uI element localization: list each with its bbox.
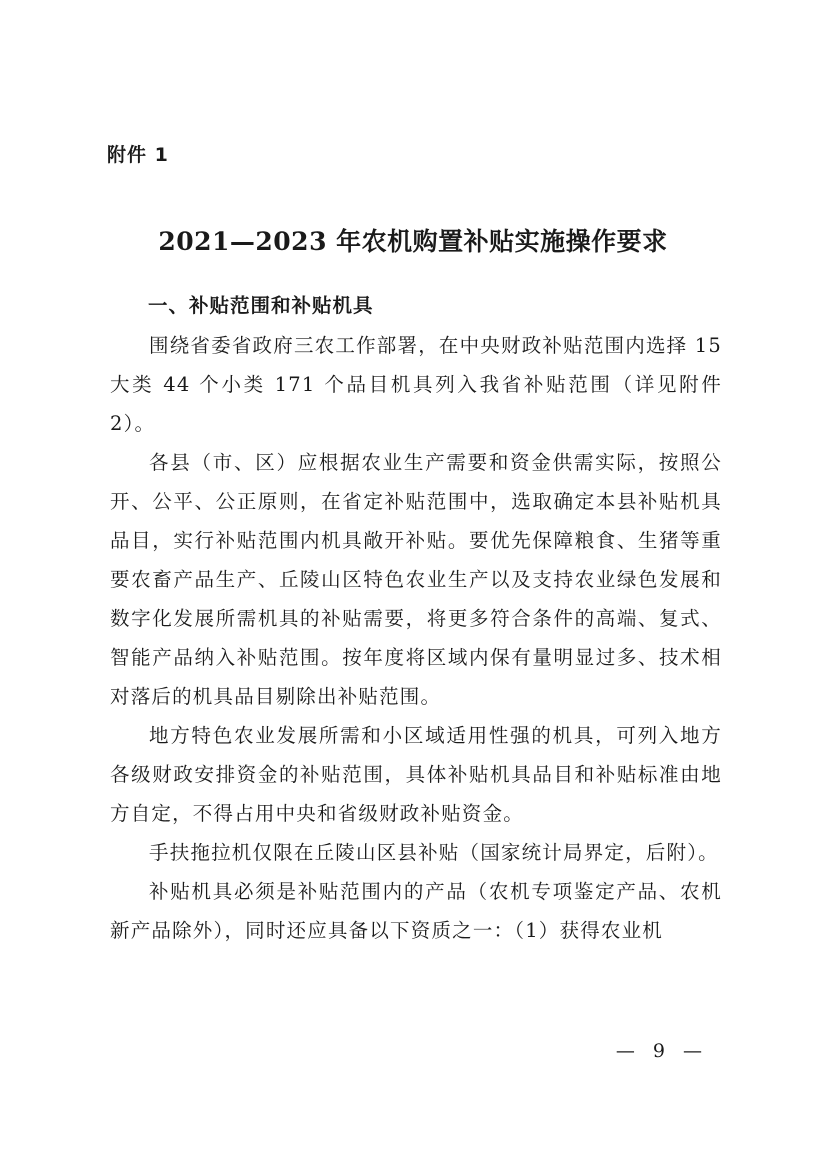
paragraph-hand-tractor: 手扶拖拉机仅限在丘陵山区县补贴（国家统计局界定，后附）。 [149,841,719,864]
paragraph-qualification: 补贴机具必须是补贴范围内的产品（农机专项鉴定产品、农机新产品除外），同时还应具备以下资质之一：（1）获得农业机 [110,880,722,942]
section-heading: 一、补贴范围和补贴机具 [148,294,374,317]
paragraph-county-selection: 各县（市、区）应根据农业生产需要和资金供需实际，按照公开、公平、公正原则，在省定补贴范围中，选取确定本县补贴机具品目，实行补贴范围内机具敞开补贴。要优先保障粮食、生猪等重要农畜产品生产、丘陵山区特色农业生产以及支持农业绿色发展和数字化发展所需机具的补贴需要，将更多符合条件的高端、复式、智能产品纳入补贴范围。按年度将区域内保有量明显过多、技术相对落后的机具品目剔除出补贴范围。 [110,451,722,708]
paragraph-local-machinery: 地方特色农业发展所需和小区域适用性强的机具，可列入地方各级财政安排资金的补贴范围，具体补贴机具品目和补贴标准由地方自定，不得占用中央和省级财政补贴资金。 [110,724,722,825]
page-number: — 9 — [615,1040,708,1062]
paragraph-scope: 围绕省委省政府三农工作部署，在中央财政补贴范围内选择 15 大类 44 个小类 171 个品目机具列入我省补贴范围（详见附件 2）。 [110,334,722,435]
attachment-label: 附件 1 [107,144,169,166]
body-text [110,326,722,950]
document-title: 2021—2023 年农机购置补贴实施操作要求 [158,227,668,256]
